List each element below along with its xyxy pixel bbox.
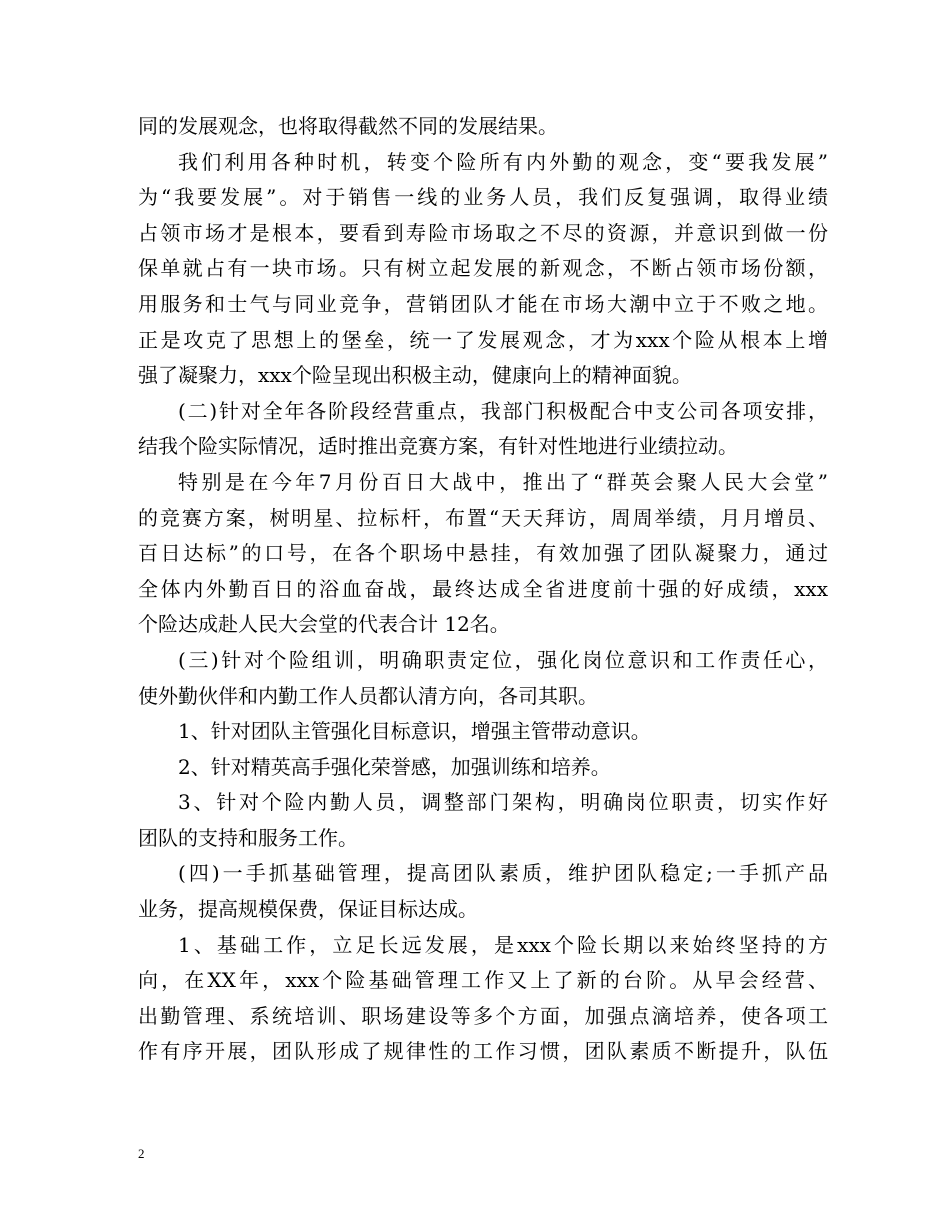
text-line: 1、针对团队主管强化目标意识，增强主管带动意识。	[178, 719, 651, 744]
text-line: 1、基础工作，立足长远发展，是xxx个险长期以来始终坚持的方	[178, 932, 828, 957]
text-line: 出勤管理、系统培训、职场建设等多个方面，加强点滴培养，使各项工	[138, 1003, 828, 1028]
text-line: 占领市场才是根本，要看到寿险市场取之不尽的资源，并意识到做一份	[138, 220, 828, 245]
text-line: 强了凝聚力，xxx个险呈现出积极主动，健康向上的精神面貌。	[138, 363, 692, 388]
text-line: 同的发展观念，也将取得截然不同的发展结果。	[138, 114, 558, 138]
text-line: 保单就占有一块市场。只有树立起发展的新观念，不断占领市场份额，	[138, 256, 828, 281]
text-line: 个险达成赴人民大会堂的代表合计 12名。	[138, 612, 510, 637]
text-line: 结我个险实际情况，适时推出竞赛方案，有针对性地进行业绩拉动。	[138, 434, 738, 459]
text-line: 百日达标”的口号，在各个职场中悬挂，有效加强了团队凝聚力，通过	[138, 541, 828, 566]
text-line: 的竞赛方案，树明星、拉标杆，布置“天天拜访，周周举绩，月月增员、	[138, 505, 828, 530]
text-line: (二)针对全年各阶段经营重点，我部门积极配合中支公司各项安排，	[178, 398, 828, 423]
text-line: 我们利用各种时机，转变个险所有内外勤的观念，变“要我发展”	[178, 149, 828, 174]
text-line: 向，在XX年，xxx个险基础管理工作又上了新的台阶。从早会经营、	[138, 968, 828, 993]
text-line: 作有序开展，团队形成了规律性的工作习惯，团队素质不断提升，队伍	[138, 1039, 828, 1064]
text-line: 团队的支持和服务工作。	[138, 825, 358, 850]
text-line: 特别是在今年7月份百日大战中，推出了“群英会聚人民大会堂”	[178, 469, 828, 494]
text-line: 全体内外勤百日的浴血奋战，最终达成全省进度前十强的好成绩，xxx	[138, 576, 828, 601]
text-line: 业务，提高规模保费，保证目标达成。	[138, 897, 478, 922]
page-number: 2	[138, 1146, 145, 1161]
text-line: 为“我要发展”。对于销售一线的业务人员，我们反复强调，取得业绩	[138, 185, 828, 210]
text-line: (四)一手抓基础管理，提高团队素质，维护团队稳定;一手抓产品	[178, 861, 828, 886]
text-line: (三)针对个险组训，明确职责定位，强化岗位意识和工作责任心，	[178, 647, 828, 672]
text-line: 使外勤伙伴和内勤工作人员都认清方向，各司其职。	[138, 683, 598, 708]
text-line: 2、针对精英高手强化荣誉感，加强训练和培养。	[178, 754, 611, 779]
text-line: 正是攻克了思想上的堡垒，统一了发展观念，才为xxx个险从根本上增	[138, 327, 828, 352]
body-text	[138, 109, 828, 1070]
text-line: 3、针对个险内勤人员，调整部门架构，明确岗位职责，切实作好	[178, 790, 828, 815]
text-line: 用服务和士气与同业竞争，营销团队才能在市场大潮中立于不败之地。	[138, 291, 828, 316]
